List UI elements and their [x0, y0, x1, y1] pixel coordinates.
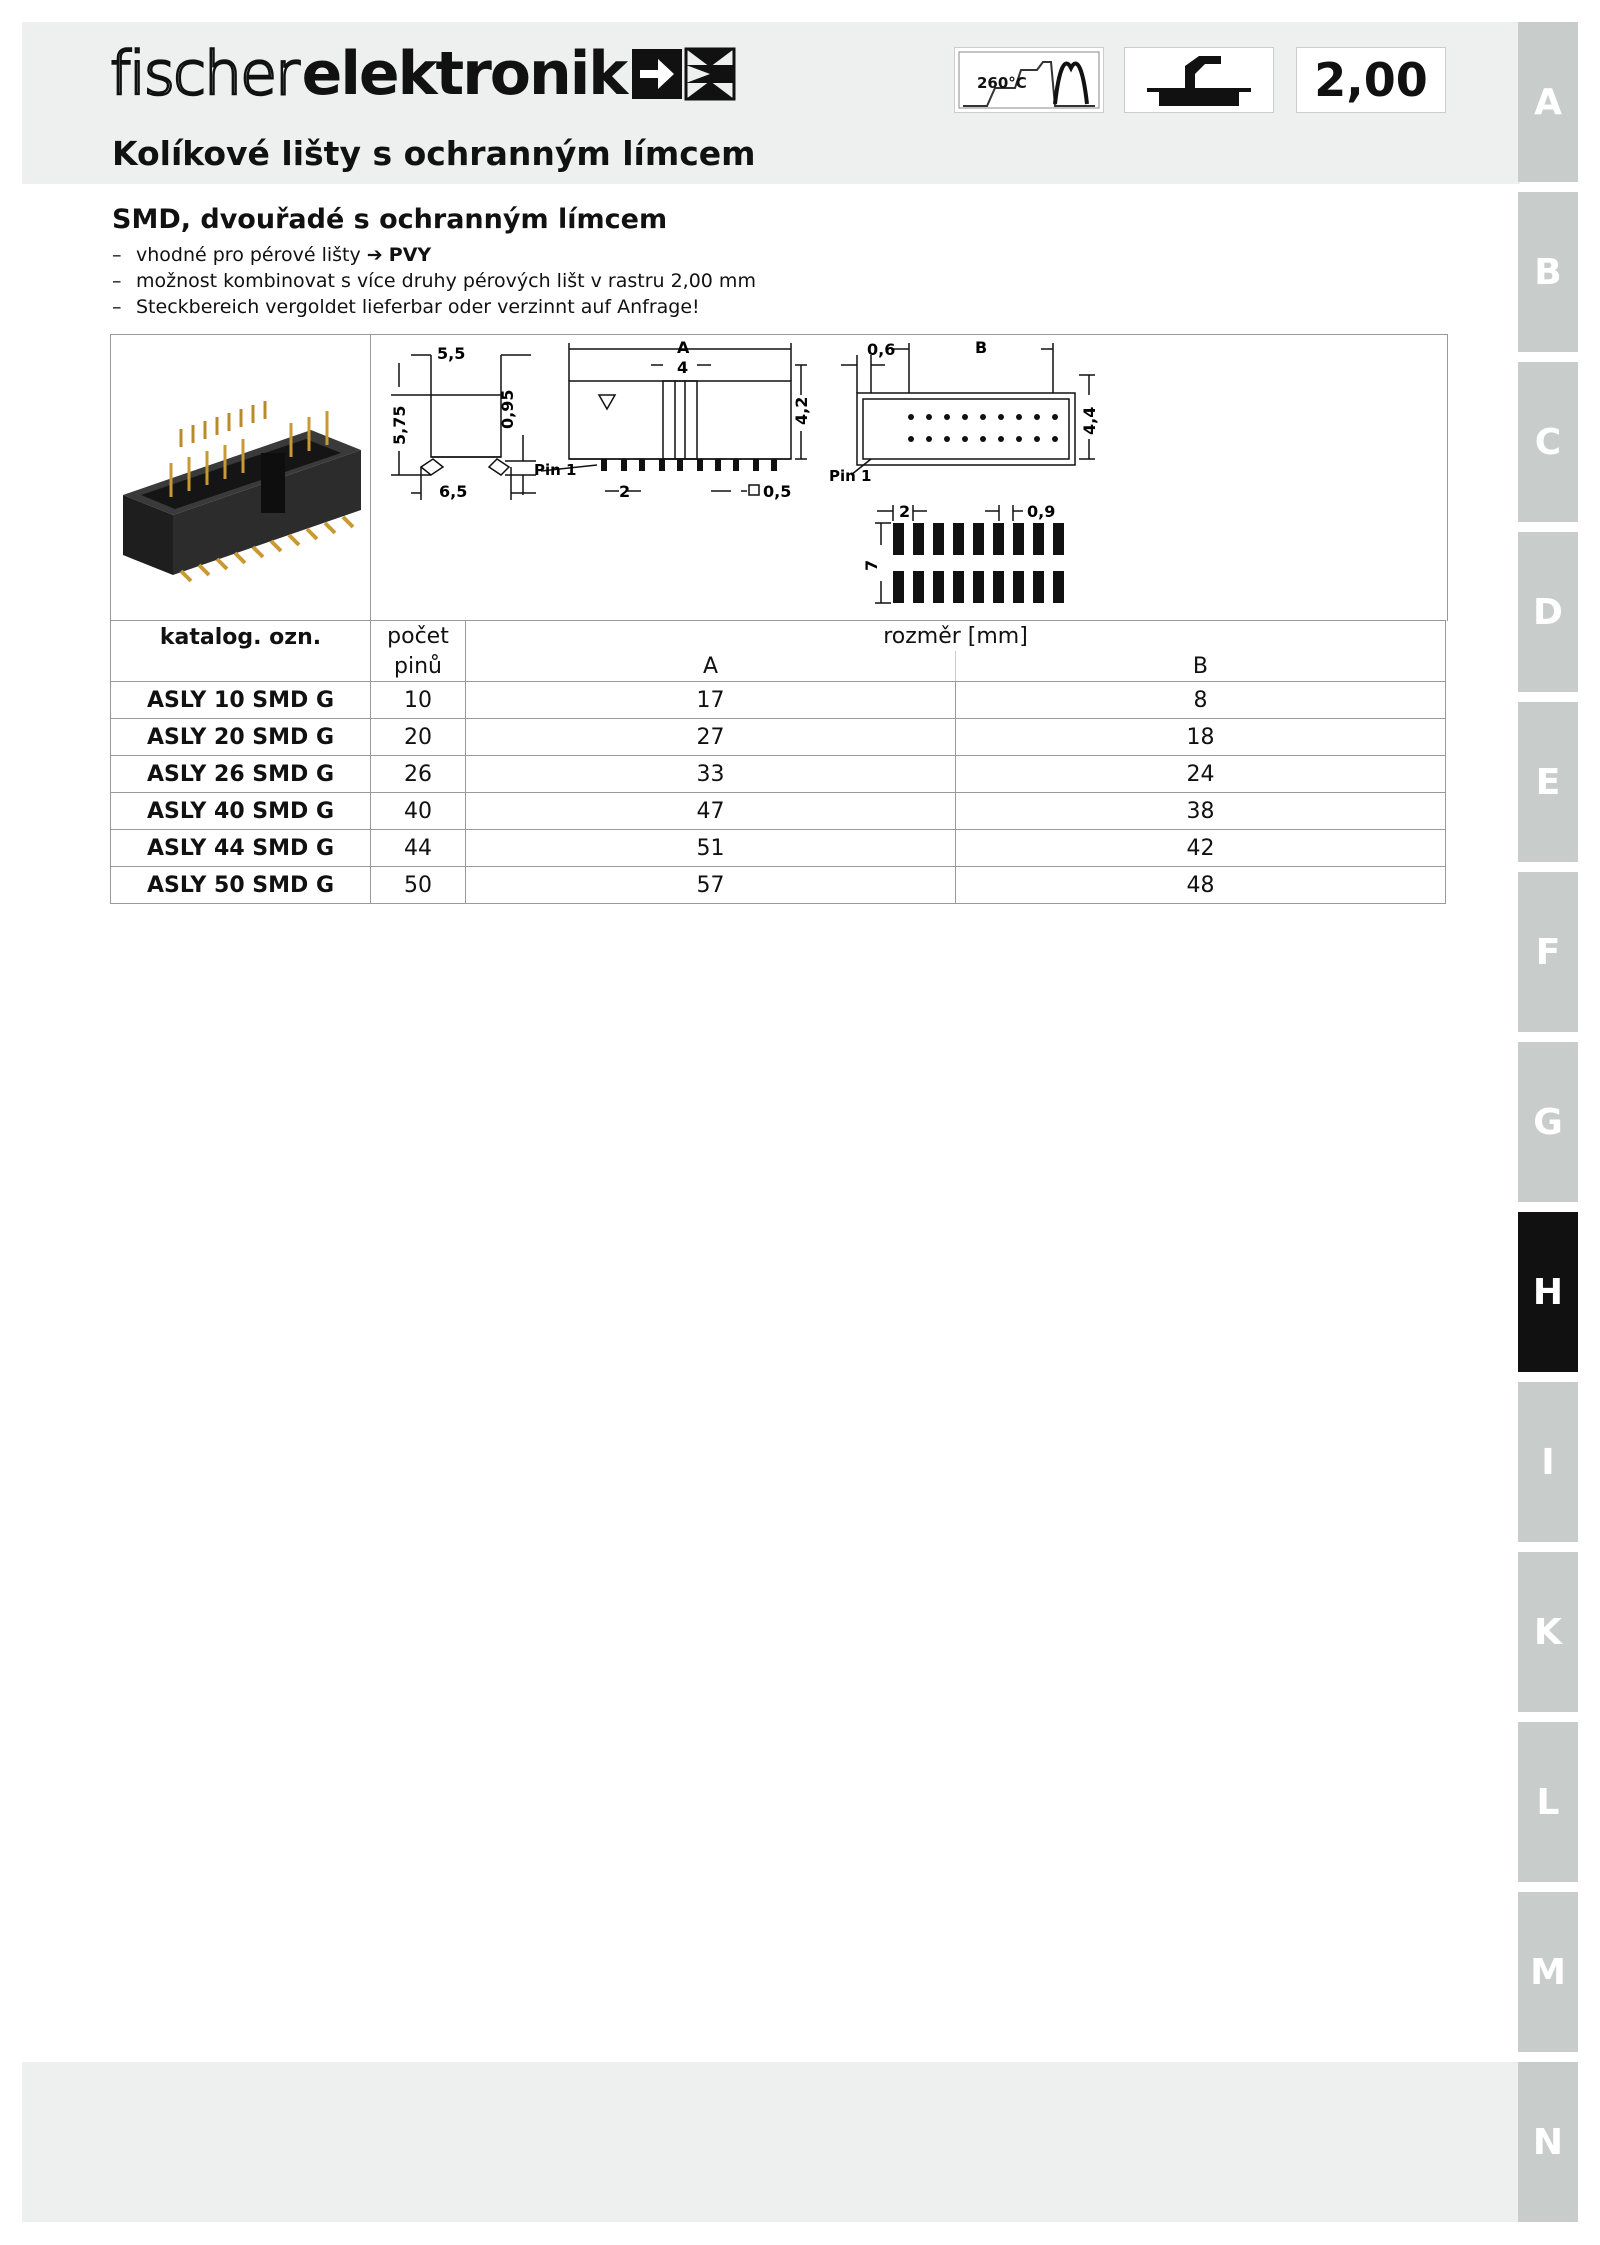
feature-item	[112, 268, 756, 294]
cell-pins: 26	[371, 756, 466, 793]
connector-photo-icon	[111, 335, 370, 621]
bullet-dash: –	[112, 296, 122, 318]
dim-side-width: 5,5	[437, 344, 466, 363]
cell-code: ASLY 50 SMD G	[111, 867, 371, 904]
tab-h[interactable]: H	[1518, 1212, 1578, 1372]
cell-pins: 10	[371, 682, 466, 719]
tab-c[interactable]: C	[1518, 362, 1578, 522]
cell-code: ASLY 10 SMD G	[111, 682, 371, 719]
col-header-a: A	[466, 651, 956, 682]
tab-f[interactable]: F	[1518, 872, 1578, 1032]
feature-item	[112, 242, 756, 268]
pvy-link[interactable]: PVY	[388, 244, 432, 266]
cell-pins: 44	[371, 830, 466, 867]
col-header-dims: rozměr [mm]	[466, 621, 1446, 652]
feature-text: Steckbereich vergoldet lieferbar oder verzinnt auf Anfrage!	[136, 296, 700, 318]
footer-band	[22, 2062, 1520, 2222]
dim-top-b: B	[975, 338, 988, 357]
tab-b[interactable]: B	[1518, 192, 1578, 352]
grid-pitch-badge: 2,00	[1296, 47, 1446, 113]
cell-pins: 20	[371, 719, 466, 756]
cell-a: 57	[466, 867, 956, 904]
dim-top-offset: 0,6	[867, 340, 896, 359]
cell-b: 24	[955, 756, 1445, 793]
cell-code: ASLY 44 SMD G	[111, 830, 371, 867]
table-header-row	[111, 621, 1446, 652]
cell-a: 17	[466, 682, 956, 719]
feature-list	[112, 242, 756, 320]
logo-bold-text: elektronik	[301, 39, 627, 109]
tab-k[interactable]: K	[1518, 1552, 1578, 1712]
table-row	[111, 793, 1446, 830]
cell-a: 47	[466, 793, 956, 830]
front-pin1-label: Pin 1	[534, 461, 577, 479]
product-photo	[111, 335, 371, 621]
arrow-icon: ➔	[366, 244, 383, 266]
tab-g[interactable]: G	[1518, 1042, 1578, 1202]
top-pin1-label: Pin 1	[829, 467, 872, 485]
table-row	[111, 867, 1446, 904]
col-header-b: B	[955, 651, 1445, 682]
col-header-pins-1: počet	[371, 621, 466, 652]
logo-arrow-icon	[630, 45, 738, 103]
tab-m[interactable]: M	[1518, 1892, 1578, 2052]
feature-text: vhodné pro pérové lišty	[136, 244, 367, 266]
footprint-pads	[893, 523, 1064, 603]
feature-item	[112, 294, 756, 320]
front-pins	[601, 459, 777, 471]
cell-b: 42	[955, 830, 1445, 867]
temp-label: 260°C	[977, 74, 1027, 92]
section-title: SMD, dvouřadé s ochranným límcem	[112, 204, 668, 235]
brand-logo	[110, 40, 738, 108]
dim-footprint-length: 7	[862, 559, 881, 571]
col-header-code: katalog. ozn.	[111, 621, 371, 682]
dim-front-pitch-top: 4	[677, 358, 689, 377]
dim-side-height: 5,75	[390, 405, 409, 445]
dim-side-foot: 6,5	[439, 482, 468, 501]
dim-footprint-pitch: 2	[899, 502, 911, 521]
cell-code: ASLY 20 SMD G	[111, 719, 371, 756]
tab-i[interactable]: I	[1518, 1382, 1578, 1542]
tab-e[interactable]: E	[1518, 702, 1578, 862]
technical-drawing	[371, 335, 1447, 621]
tab-l[interactable]: L	[1518, 1722, 1578, 1882]
feature-text: možnost kombinovat s více druhy pérových lišt v rastru 2,00 mm	[136, 270, 756, 292]
drawing-panel	[110, 334, 1448, 621]
smd-mount-icon	[1124, 47, 1274, 113]
bullet-dash: –	[112, 270, 122, 292]
reflow-temp-icon	[954, 47, 1104, 113]
cell-a: 27	[466, 719, 956, 756]
tab-n[interactable]: N	[1518, 2062, 1578, 2222]
tab-d[interactable]: D	[1518, 532, 1578, 692]
page-title: Kolíkové lišty s ochranným límcem	[112, 134, 756, 173]
table-row	[111, 719, 1446, 756]
dim-front-height: 4,2	[792, 396, 811, 425]
top-view-pins	[908, 414, 1058, 442]
cell-pins: 40	[371, 793, 466, 830]
col-header-pins-2: pinů	[371, 651, 466, 682]
logo-light-text: fischer	[110, 39, 298, 109]
table-row	[111, 830, 1446, 867]
cell-a: 33	[466, 756, 956, 793]
cell-b: 38	[955, 793, 1445, 830]
dim-side-standoff: 0,95	[498, 389, 517, 429]
dim-footprint-width: 0,9	[1027, 502, 1056, 521]
dim-front-pin: 0,5	[763, 482, 792, 501]
cell-b: 48	[955, 867, 1445, 904]
dim-front-a: A	[677, 338, 690, 357]
cell-code: ASLY 26 SMD G	[111, 756, 371, 793]
tab-a[interactable]: A	[1518, 22, 1578, 182]
dim-front-pitch: 2	[619, 482, 631, 501]
dim-top-height: 4,4	[1080, 406, 1099, 435]
spec-table	[110, 620, 1446, 904]
front-view	[541, 343, 807, 491]
cell-pins: 50	[371, 867, 466, 904]
top-view	[841, 343, 1095, 475]
cell-a: 51	[466, 830, 956, 867]
cell-b: 18	[955, 719, 1445, 756]
cell-b: 8	[955, 682, 1445, 719]
bullet-dash: –	[112, 244, 122, 266]
table-row	[111, 756, 1446, 793]
cell-code: ASLY 40 SMD G	[111, 793, 371, 830]
table-row	[111, 682, 1446, 719]
